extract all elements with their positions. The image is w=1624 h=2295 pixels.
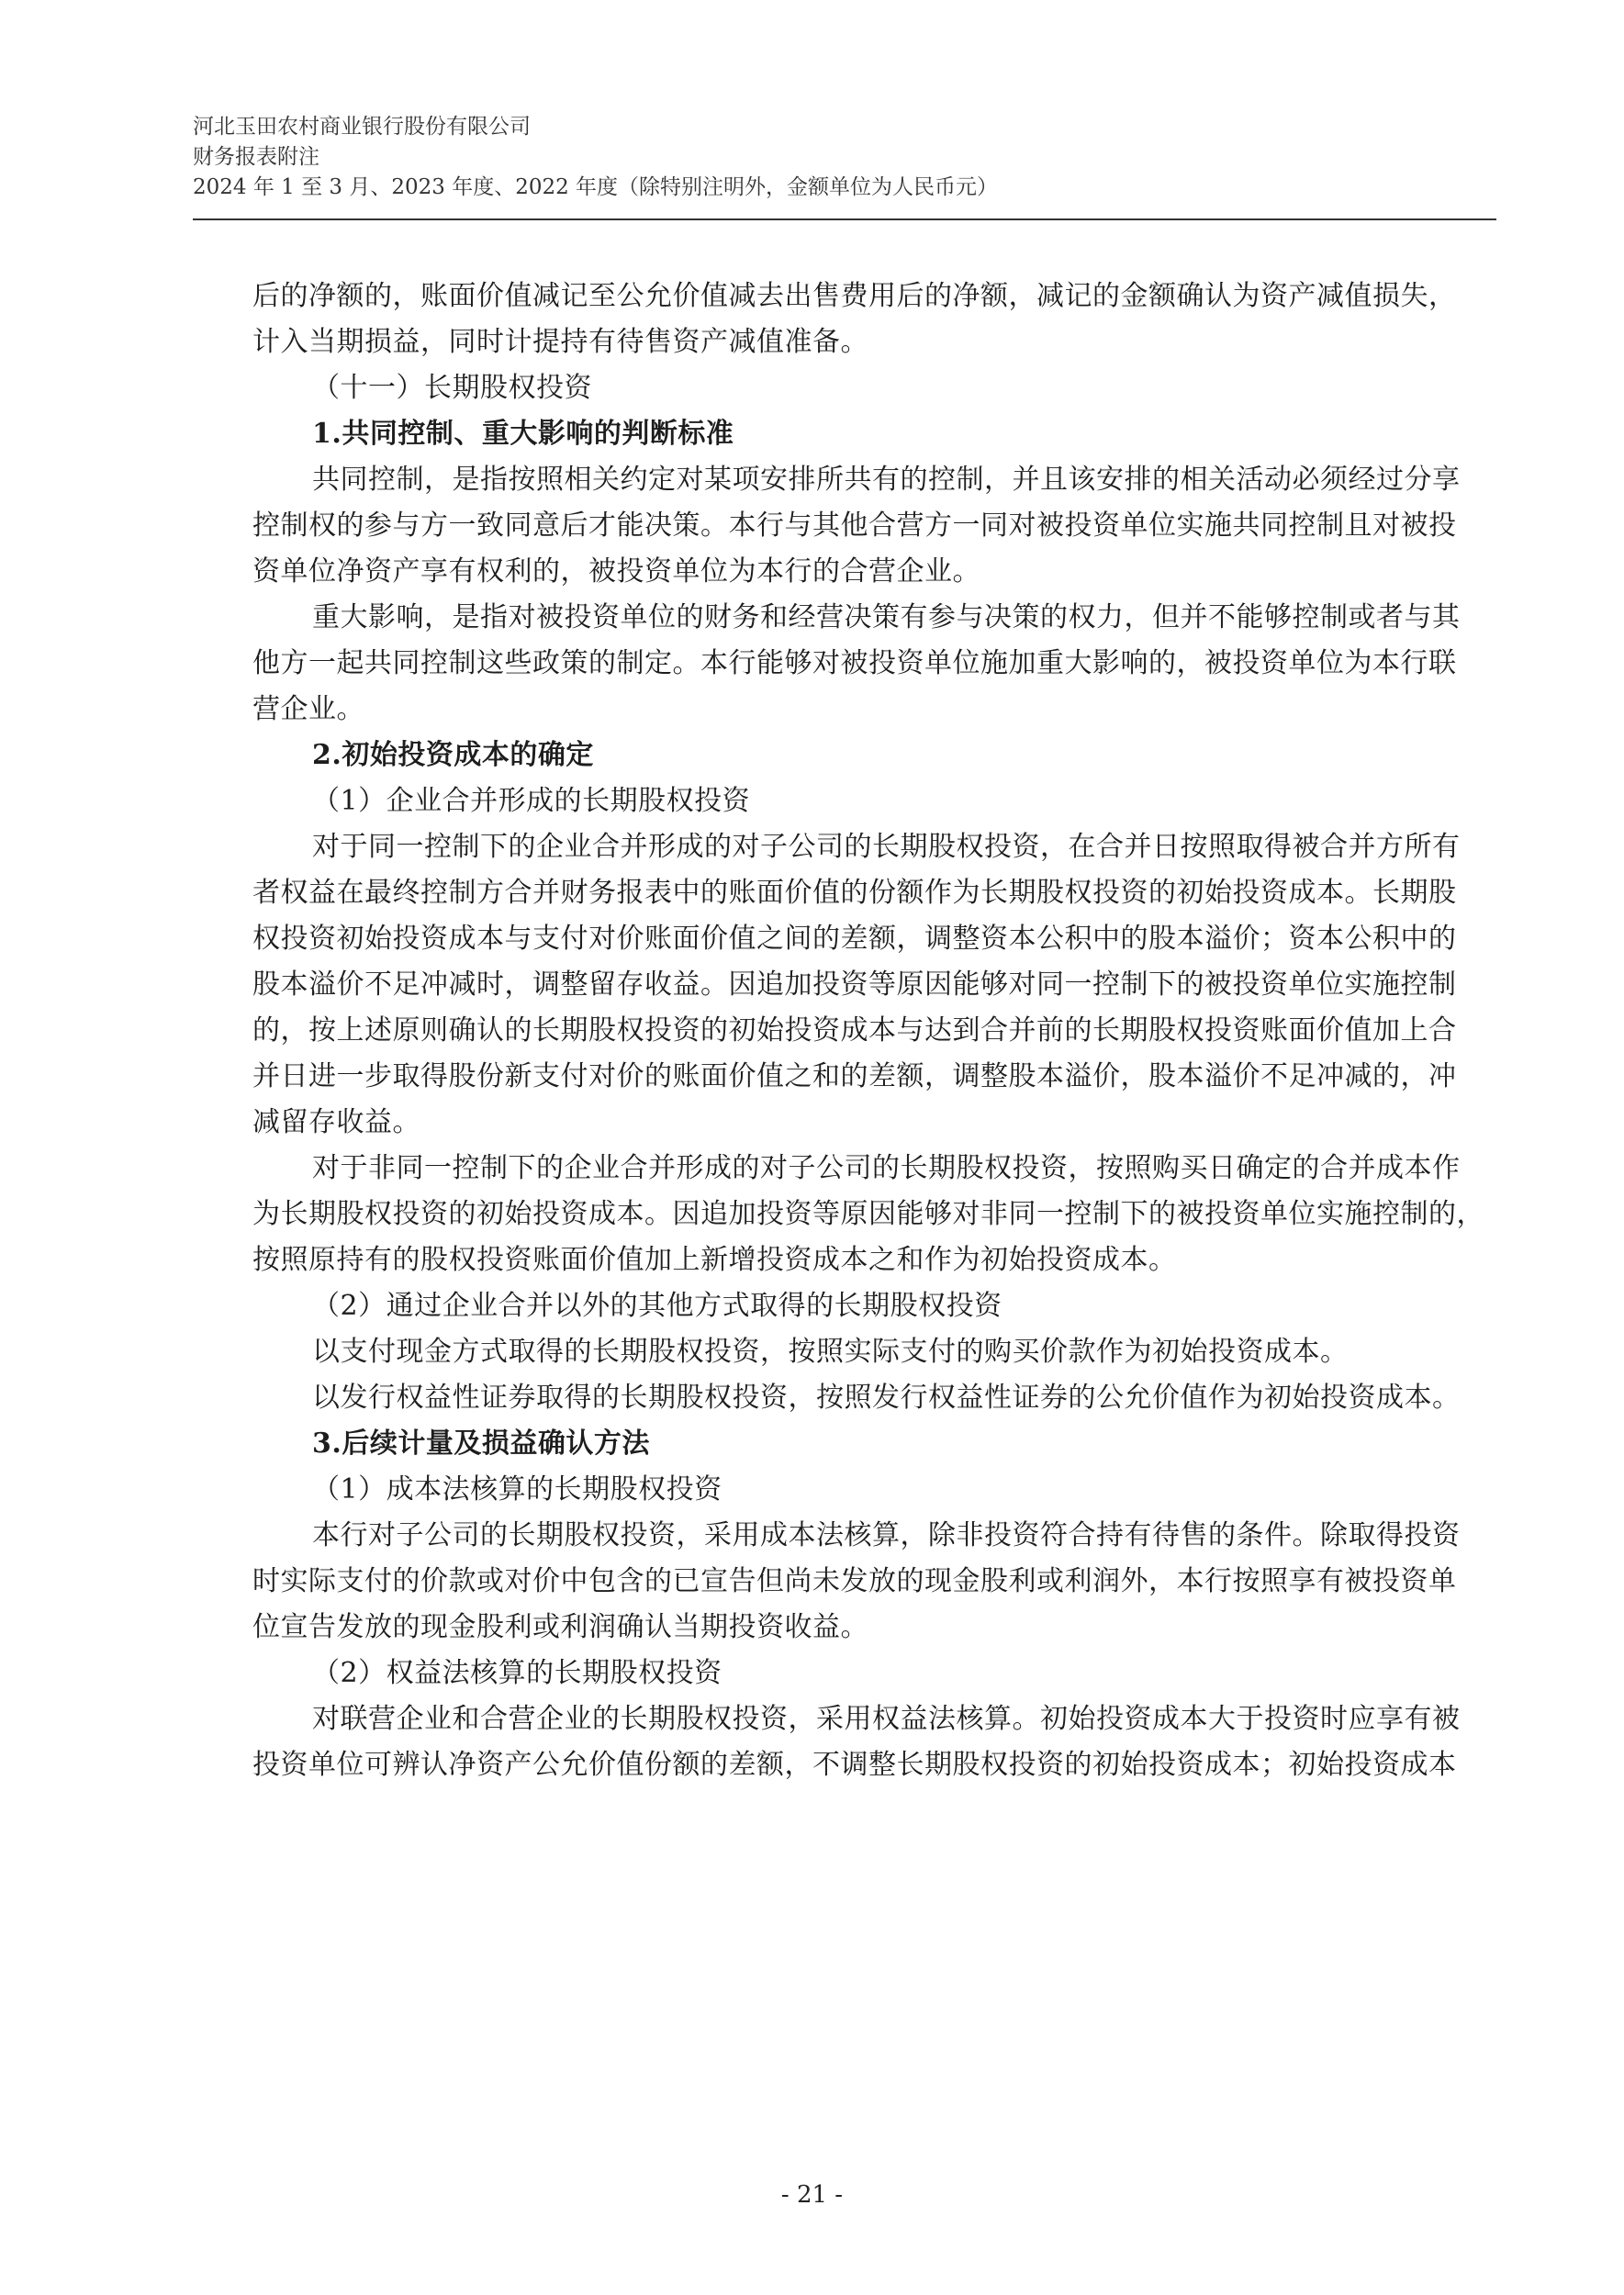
section-heading: （十一）长期股权投资 <box>312 372 592 404</box>
document-body <box>252 274 1506 1788</box>
paragraph-line: 为长期股权投资的初始投资成本。因追加投资等原因能够对非同一控制下的被投资单位实施控制的， <box>252 1198 1484 1230</box>
paragraph-line: 计入当期损益，同时计提持有待售资产减值准备。 <box>252 326 868 358</box>
paragraph-line: 以支付现金方式取得的长期股权投资，按照实际支付的购买价款作为初始投资成本。 <box>312 1336 1349 1368</box>
paragraph-line: 减留存收益。 <box>252 1106 420 1138</box>
paragraph-line: （1）成本法核算的长期股权投资 <box>312 1473 722 1506</box>
paragraph-line: 对于同一控制下的企业合并形成的对子公司的长期股权投资，在合并日按照取得被合并方所有 <box>312 831 1461 863</box>
paragraph-line: 投资单位可辨认净资产公允价值份额的差额，不调整长期股权投资的初始投资成本；初始投资成本 <box>252 1749 1457 1781</box>
paragraph-line: （1）企业合并形成的长期股权投资 <box>312 785 751 817</box>
page-number: - 21 - <box>780 2181 844 2209</box>
paragraph-line: 共同控制，是指按照相关约定对某项安排所共有的控制，并且该安排的相关活动必须经过分享 <box>312 464 1461 496</box>
paragraph-line: 他方一起共同控制这些政策的制定。本行能够对被投资单位施加重大影响的，被投资单位为本行联 <box>252 647 1457 679</box>
paragraph-line: 股本溢价不足冲减时，调整留存收益。因追加投资等原因能够对同一控制下的被投资单位实施控制 <box>252 968 1457 1001</box>
header-period: 2024 年 1 至 3 月、2023 年度、2022 年度（除特别注明外，金额单位为人民币元） <box>193 175 999 199</box>
paragraph-line: 的，按上述原则确认的长期股权投资的初始投资成本与达到合并前的长期股权投资账面价值加上合 <box>252 1014 1457 1047</box>
paragraph-line: 对于非同一控制下的企业合并形成的对子公司的长期股权投资，按照购买日确定的合并成本作 <box>312 1152 1461 1184</box>
header-title: 财务报表附注 <box>193 145 319 169</box>
page-header <box>193 112 1496 203</box>
paragraph-line: 时实际支付的价款或对价中包含的已宣告但尚未发放的现金股利或利润外，本行按照享有被投资单 <box>252 1565 1457 1597</box>
paragraph-line: 后的净额的，账面价值减记至公允价值减去出售费用后的净额，减记的金额确认为资产减值损失， <box>252 280 1457 312</box>
header-divider <box>193 218 1496 220</box>
paragraph-line: 本行对子公司的长期股权投资，采用成本法核算，除非投资符合持有待售的条件。除取得投资 <box>312 1519 1461 1551</box>
paragraph-line: 并日进一步取得股份新支付对价的账面价值之和的差额，调整股本溢价，股本溢价不足冲减的，冲 <box>252 1060 1457 1092</box>
header-company: 河北玉田农村商业银行股份有限公司 <box>193 115 531 139</box>
paragraph-line: （2）通过企业合并以外的其他方式取得的长期股权投资 <box>312 1290 1002 1322</box>
paragraph-line: 按照原持有的股权投资账面价值加上新增投资成本之和作为初始投资成本。 <box>252 1244 1177 1276</box>
paragraph-line: 资单位净资产享有权利的，被投资单位为本行的合营企业。 <box>252 555 980 588</box>
paragraph-line: 控制权的参与方一致同意后才能决策。本行与其他合营方一同对被投资单位实施共同控制且对被投 <box>252 509 1457 542</box>
subheading: 2.初始投资成本的确定 <box>312 739 594 771</box>
subheading: 1.共同控制、重大影响的判断标准 <box>312 418 734 450</box>
paragraph-line: 重大影响，是指对被投资单位的财务和经营决策有参与决策的权力，但并不能够控制或者与其 <box>312 601 1461 633</box>
paragraph-line: 对联营企业和合营企业的长期股权投资，采用权益法核算。初始投资成本大于投资时应享有被 <box>312 1703 1461 1735</box>
subheading: 3.后续计量及损益确认方法 <box>312 1427 650 1460</box>
paragraph-line: 营企业。 <box>252 693 364 725</box>
paragraph-line: 者权益在最终控制方合并财务报表中的账面价值的份额作为长期股权投资的初始投资成本。长期股 <box>252 877 1457 909</box>
paragraph-line: 权投资初始投资成本与支付对价账面价值之间的差额，调整资本公积中的股本溢价；资本公积中的 <box>252 923 1457 955</box>
paragraph-line: （2）权益法核算的长期股权投资 <box>312 1657 722 1689</box>
paragraph-line: 以发行权益性证券取得的长期股权投资，按照发行权益性证券的公允价值作为初始投资成本。 <box>312 1382 1461 1414</box>
paragraph-line: 位宣告发放的现金股利或利润确认当期投资收益。 <box>252 1611 868 1643</box>
